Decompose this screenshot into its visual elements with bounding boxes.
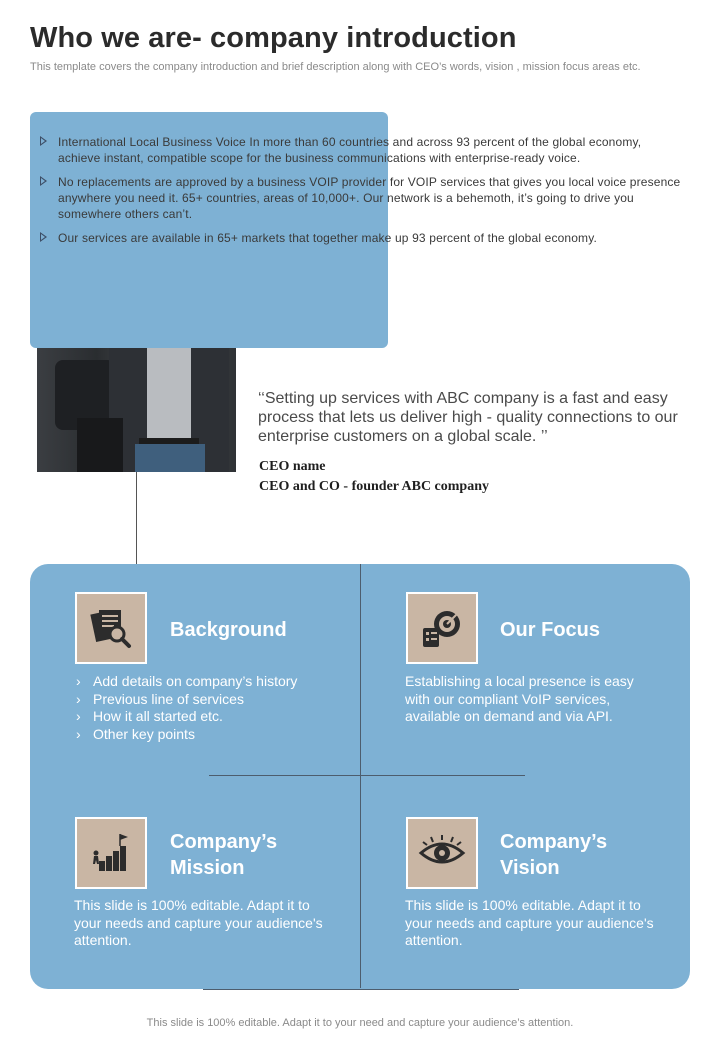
intro-bullet: No replacements are approved by a business VOIP provider for VOIP services that gives you local voice presence anywhere you need it. 65+ countries, areas of 10,000+. Our network is a behemoth, it’s going to drive you somewhere others can’t. — [38, 174, 682, 222]
panel-divider-horizontal — [209, 775, 525, 776]
triangle-bullet-icon — [40, 232, 47, 242]
focus-title: Our Focus — [500, 619, 601, 641]
intro-bullet-list — [38, 134, 682, 254]
ceo-photo — [37, 330, 236, 472]
eye-icon — [406, 817, 478, 889]
background-list — [74, 673, 344, 743]
connector-line — [136, 472, 137, 564]
ceo-role: CEO and CO - founder ABC company — [259, 479, 490, 494]
list-item: › Other key points — [74, 726, 344, 744]
panel-bottom-line — [203, 989, 519, 990]
page-subtitle: This template covers the company introduction and brief description along with CEO’s words, vision , mission focus areas etc. — [30, 61, 641, 73]
mission-title: Company’s Mission — [170, 831, 278, 879]
page-title: Who we are- company introduction — [30, 22, 517, 54]
panel-divider-vertical — [360, 564, 361, 988]
background-title: Background — [170, 619, 287, 641]
target-checklist-icon — [406, 592, 478, 664]
ceo-quote: ‘‘Setting up services with ABC company is a fast and easy process that lets us deliver high - quality connections to our enterprise customers on a global scale. ’’ — [258, 390, 678, 445]
stairs-flag-icon — [75, 817, 147, 889]
mission-text: This slide is 100% editable. Adapt it to your needs and capture your audience's attention. — [74, 897, 323, 948]
vision-title: Company’s Vision — [500, 831, 608, 879]
intro-bullet: Our services are available in 65+ markets that together make up 93 percent of the global economy. — [38, 230, 682, 246]
vision-text: This slide is 100% editable. Adapt it to your needs and capture your audience's attention. — [405, 897, 654, 948]
triangle-bullet-icon — [40, 136, 47, 146]
triangle-bullet-icon — [40, 176, 47, 186]
footer-note: This slide is 100% editable. Adapt it to your need and capture your audience’s attention. — [146, 1017, 574, 1029]
list-item: › Previous line of services — [74, 691, 344, 709]
intro-bullet: International Local Business Voice In more than 60 countries and across 93 percent of the global economy, achieve instant, compatible scope for the business communications with enterprise-ready voice. — [38, 134, 682, 166]
document-search-icon — [75, 592, 147, 664]
ceo-name: CEO name — [259, 459, 326, 474]
list-item: › Add details on company’s history — [74, 673, 344, 691]
list-item: › How it all started etc. — [74, 708, 344, 726]
focus-text: Establishing a local presence is easy with our compliant VoIP services, available on demand and via API. — [405, 673, 634, 724]
